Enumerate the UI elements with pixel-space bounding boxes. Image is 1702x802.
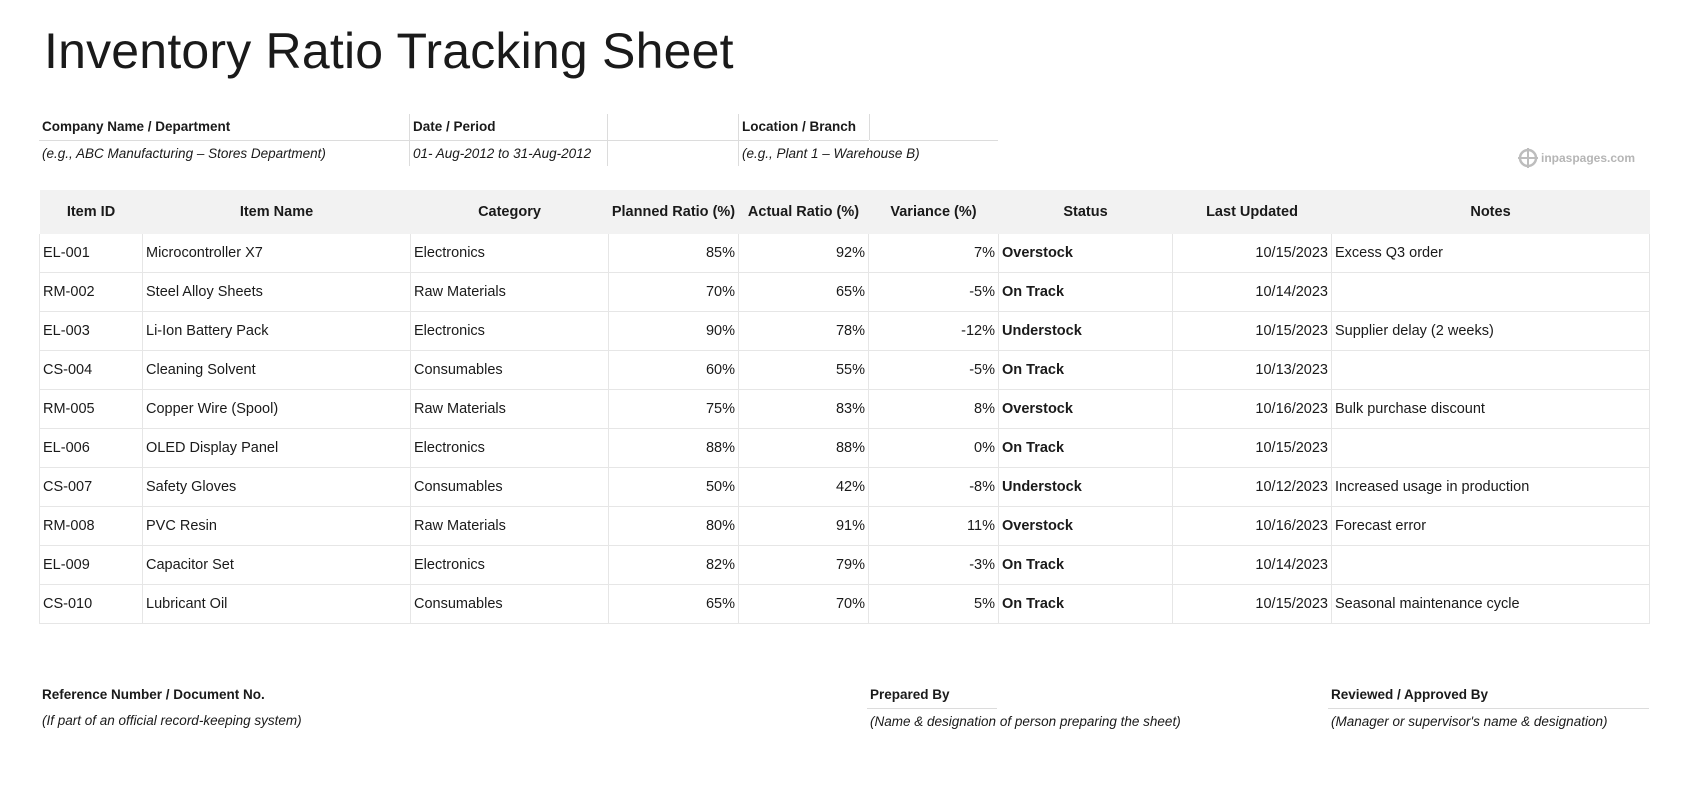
item-id-cell[interactable]: CS-007 — [40, 468, 143, 507]
variance-cell[interactable]: 7% — [869, 234, 999, 273]
last-updated-cell[interactable]: 10/16/2023 — [1173, 390, 1332, 429]
actual-ratio-cell[interactable]: 78% — [739, 312, 869, 351]
actual-ratio-cell[interactable]: 91% — [739, 507, 869, 546]
planned-ratio-cell[interactable]: 88% — [609, 429, 739, 468]
inventory-table — [39, 190, 1650, 624]
column-header: Item ID — [40, 190, 143, 234]
watermark-text: inpaspages.com — [1541, 151, 1636, 165]
company-value: (e.g., ABC Manufacturing – Stores Department) — [42, 146, 326, 161]
last-updated-cell[interactable]: 10/15/2023 — [1173, 234, 1332, 273]
item-name-cell[interactable]: Safety Gloves — [143, 468, 411, 507]
notes-cell[interactable]: Forecast error — [1332, 507, 1650, 546]
last-updated-cell[interactable]: 10/15/2023 — [1173, 429, 1332, 468]
category-cell[interactable]: Electronics — [411, 429, 609, 468]
table-row — [40, 273, 1650, 312]
column-header: Last Updated — [1173, 190, 1332, 234]
column-header: Actual Ratio (%) — [739, 190, 869, 234]
prepared-value: (Name & designation of person preparing the sheet) — [870, 714, 1181, 729]
status-cell[interactable]: On Track — [999, 546, 1173, 585]
last-updated-cell[interactable]: 10/15/2023 — [1173, 585, 1332, 624]
status-cell[interactable]: On Track — [999, 429, 1173, 468]
table-row — [40, 351, 1650, 390]
variance-cell[interactable]: -8% — [869, 468, 999, 507]
item-id-cell[interactable]: CS-010 — [40, 585, 143, 624]
planned-ratio-cell[interactable]: 70% — [609, 273, 739, 312]
table-row — [40, 507, 1650, 546]
reviewed-value: (Manager or supervisor's name & designation) — [1331, 714, 1608, 729]
planned-ratio-cell[interactable]: 85% — [609, 234, 739, 273]
blank-field-2[interactable] — [870, 114, 998, 164]
status-cell[interactable]: On Track — [999, 273, 1173, 312]
variance-cell[interactable]: 5% — [869, 585, 999, 624]
column-header: Notes — [1332, 190, 1650, 234]
item-name-cell[interactable]: Lubricant Oil — [143, 585, 411, 624]
status-cell[interactable]: On Track — [999, 351, 1173, 390]
item-name-cell[interactable]: OLED Display Panel — [143, 429, 411, 468]
item-name-cell[interactable]: Capacitor Set — [143, 546, 411, 585]
category-cell[interactable]: Electronics — [411, 312, 609, 351]
notes-cell[interactable] — [1332, 273, 1650, 312]
last-updated-cell[interactable]: 10/13/2023 — [1173, 351, 1332, 390]
item-name-cell[interactable]: PVC Resin — [143, 507, 411, 546]
item-id-cell[interactable]: CS-004 — [40, 351, 143, 390]
category-cell[interactable]: Consumables — [411, 468, 609, 507]
last-updated-cell[interactable]: 10/15/2023 — [1173, 312, 1332, 351]
page-title: Inventory Ratio Tracking Sheet — [44, 23, 734, 79]
date-value: 01- Aug-2012 to 31-Aug-2012 — [413, 146, 592, 161]
actual-ratio-cell[interactable]: 70% — [739, 585, 869, 624]
variance-cell[interactable]: -5% — [869, 351, 999, 390]
actual-ratio-cell[interactable]: 88% — [739, 429, 869, 468]
item-name-cell[interactable]: Copper Wire (Spool) — [143, 390, 411, 429]
item-id-cell[interactable]: EL-006 — [40, 429, 143, 468]
variance-cell[interactable]: 11% — [869, 507, 999, 546]
planned-ratio-cell[interactable]: 60% — [609, 351, 739, 390]
table-row — [40, 546, 1650, 585]
planned-ratio-cell[interactable]: 82% — [609, 546, 739, 585]
table-row — [40, 312, 1650, 351]
status-cell[interactable]: Overstock — [999, 390, 1173, 429]
company-label: Company Name / Department — [39, 114, 409, 141]
location-label: Location / Branch — [739, 114, 869, 141]
status-cell[interactable]: Overstock — [999, 234, 1173, 273]
watermark-logo — [1517, 146, 1635, 170]
planned-ratio-cell[interactable]: 65% — [609, 585, 739, 624]
notes-cell[interactable]: Supplier delay (2 weeks) — [1332, 312, 1650, 351]
date-label: Date / Period — [410, 114, 607, 141]
category-cell[interactable]: Raw Materials — [411, 390, 609, 429]
actual-ratio-cell[interactable]: 42% — [739, 468, 869, 507]
location-value: (e.g., Plant 1 – Warehouse B) — [742, 146, 920, 161]
notes-cell[interactable] — [1332, 351, 1650, 390]
variance-cell[interactable]: 0% — [869, 429, 999, 468]
table-row — [40, 234, 1650, 273]
table-row — [40, 390, 1650, 429]
notes-cell[interactable]: Bulk purchase discount — [1332, 390, 1650, 429]
item-id-cell[interactable]: EL-009 — [40, 546, 143, 585]
table-row — [40, 585, 1650, 624]
reference-label: Reference Number / Document No. — [42, 687, 265, 702]
pin-logo-icon — [1517, 147, 1539, 169]
blank-label — [608, 114, 738, 141]
item-name-cell[interactable]: Li-Ion Battery Pack — [143, 312, 411, 351]
status-cell[interactable]: Understock — [999, 312, 1173, 351]
item-id-cell[interactable]: EL-001 — [40, 234, 143, 273]
variance-cell[interactable]: -12% — [869, 312, 999, 351]
category-cell[interactable]: Raw Materials — [411, 507, 609, 546]
variance-cell[interactable]: 8% — [869, 390, 999, 429]
last-updated-cell[interactable]: 10/12/2023 — [1173, 468, 1332, 507]
location-field[interactable] — [739, 114, 920, 164]
actual-ratio-cell[interactable]: 92% — [739, 234, 869, 273]
actual-ratio-cell[interactable]: 65% — [739, 273, 869, 312]
item-id-cell[interactable]: EL-003 — [40, 312, 143, 351]
reviewed-field[interactable] — [1328, 682, 1658, 735]
column-header: Planned Ratio (%) — [609, 190, 739, 234]
reviewed-label: Reviewed / Approved By — [1328, 682, 1649, 709]
item-id-cell[interactable]: RM-002 — [40, 273, 143, 312]
status-cell[interactable]: On Track — [999, 585, 1173, 624]
column-header: Item Name — [143, 190, 411, 234]
prepared-label: Prepared By — [867, 682, 997, 709]
reference-field[interactable] — [39, 682, 539, 734]
variance-cell[interactable]: -5% — [869, 273, 999, 312]
blank-label-2 — [870, 114, 998, 141]
status-cell[interactable]: Overstock — [999, 507, 1173, 546]
category-cell[interactable]: Consumables — [411, 585, 609, 624]
column-header: Variance (%) — [869, 190, 999, 234]
planned-ratio-cell[interactable]: 80% — [609, 507, 739, 546]
notes-cell[interactable] — [1332, 429, 1650, 468]
company-field[interactable] — [39, 114, 409, 164]
table-row — [40, 429, 1650, 468]
item-id-cell[interactable]: RM-005 — [40, 390, 143, 429]
last-updated-cell[interactable]: 10/16/2023 — [1173, 507, 1332, 546]
category-cell[interactable]: Electronics — [411, 546, 609, 585]
status-cell[interactable]: Understock — [999, 468, 1173, 507]
item-name-cell[interactable]: Steel Alloy Sheets — [143, 273, 411, 312]
planned-ratio-cell[interactable]: 75% — [609, 390, 739, 429]
reference-value: (If part of an official record-keeping system) — [42, 713, 302, 728]
variance-cell[interactable]: -3% — [869, 546, 999, 585]
prepared-field[interactable] — [867, 682, 1267, 735]
last-updated-cell[interactable]: 10/14/2023 — [1173, 273, 1332, 312]
category-cell[interactable]: Consumables — [411, 351, 609, 390]
category-cell[interactable]: Raw Materials — [411, 273, 609, 312]
notes-cell[interactable]: Increased usage in production — [1332, 468, 1650, 507]
column-header: Status — [999, 190, 1173, 234]
item-name-cell[interactable]: Microcontroller X7 — [143, 234, 411, 273]
category-cell[interactable]: Electronics — [411, 234, 609, 273]
item-name-cell[interactable]: Cleaning Solvent — [143, 351, 411, 390]
blank-field[interactable] — [608, 114, 738, 164]
actual-ratio-cell[interactable]: 83% — [739, 390, 869, 429]
table-row — [40, 468, 1650, 507]
notes-cell[interactable] — [1332, 546, 1650, 585]
column-header: Category — [411, 190, 609, 234]
planned-ratio-cell[interactable]: 90% — [609, 312, 739, 351]
item-id-cell[interactable]: RM-008 — [40, 507, 143, 546]
actual-ratio-cell[interactable]: 55% — [739, 351, 869, 390]
notes-cell[interactable]: Excess Q3 order — [1332, 234, 1650, 273]
actual-ratio-cell[interactable]: 79% — [739, 546, 869, 585]
date-field[interactable] — [410, 114, 607, 164]
notes-cell[interactable]: Seasonal maintenance cycle — [1332, 585, 1650, 624]
last-updated-cell[interactable]: 10/14/2023 — [1173, 546, 1332, 585]
table-header-row — [40, 190, 1650, 234]
planned-ratio-cell[interactable]: 50% — [609, 468, 739, 507]
